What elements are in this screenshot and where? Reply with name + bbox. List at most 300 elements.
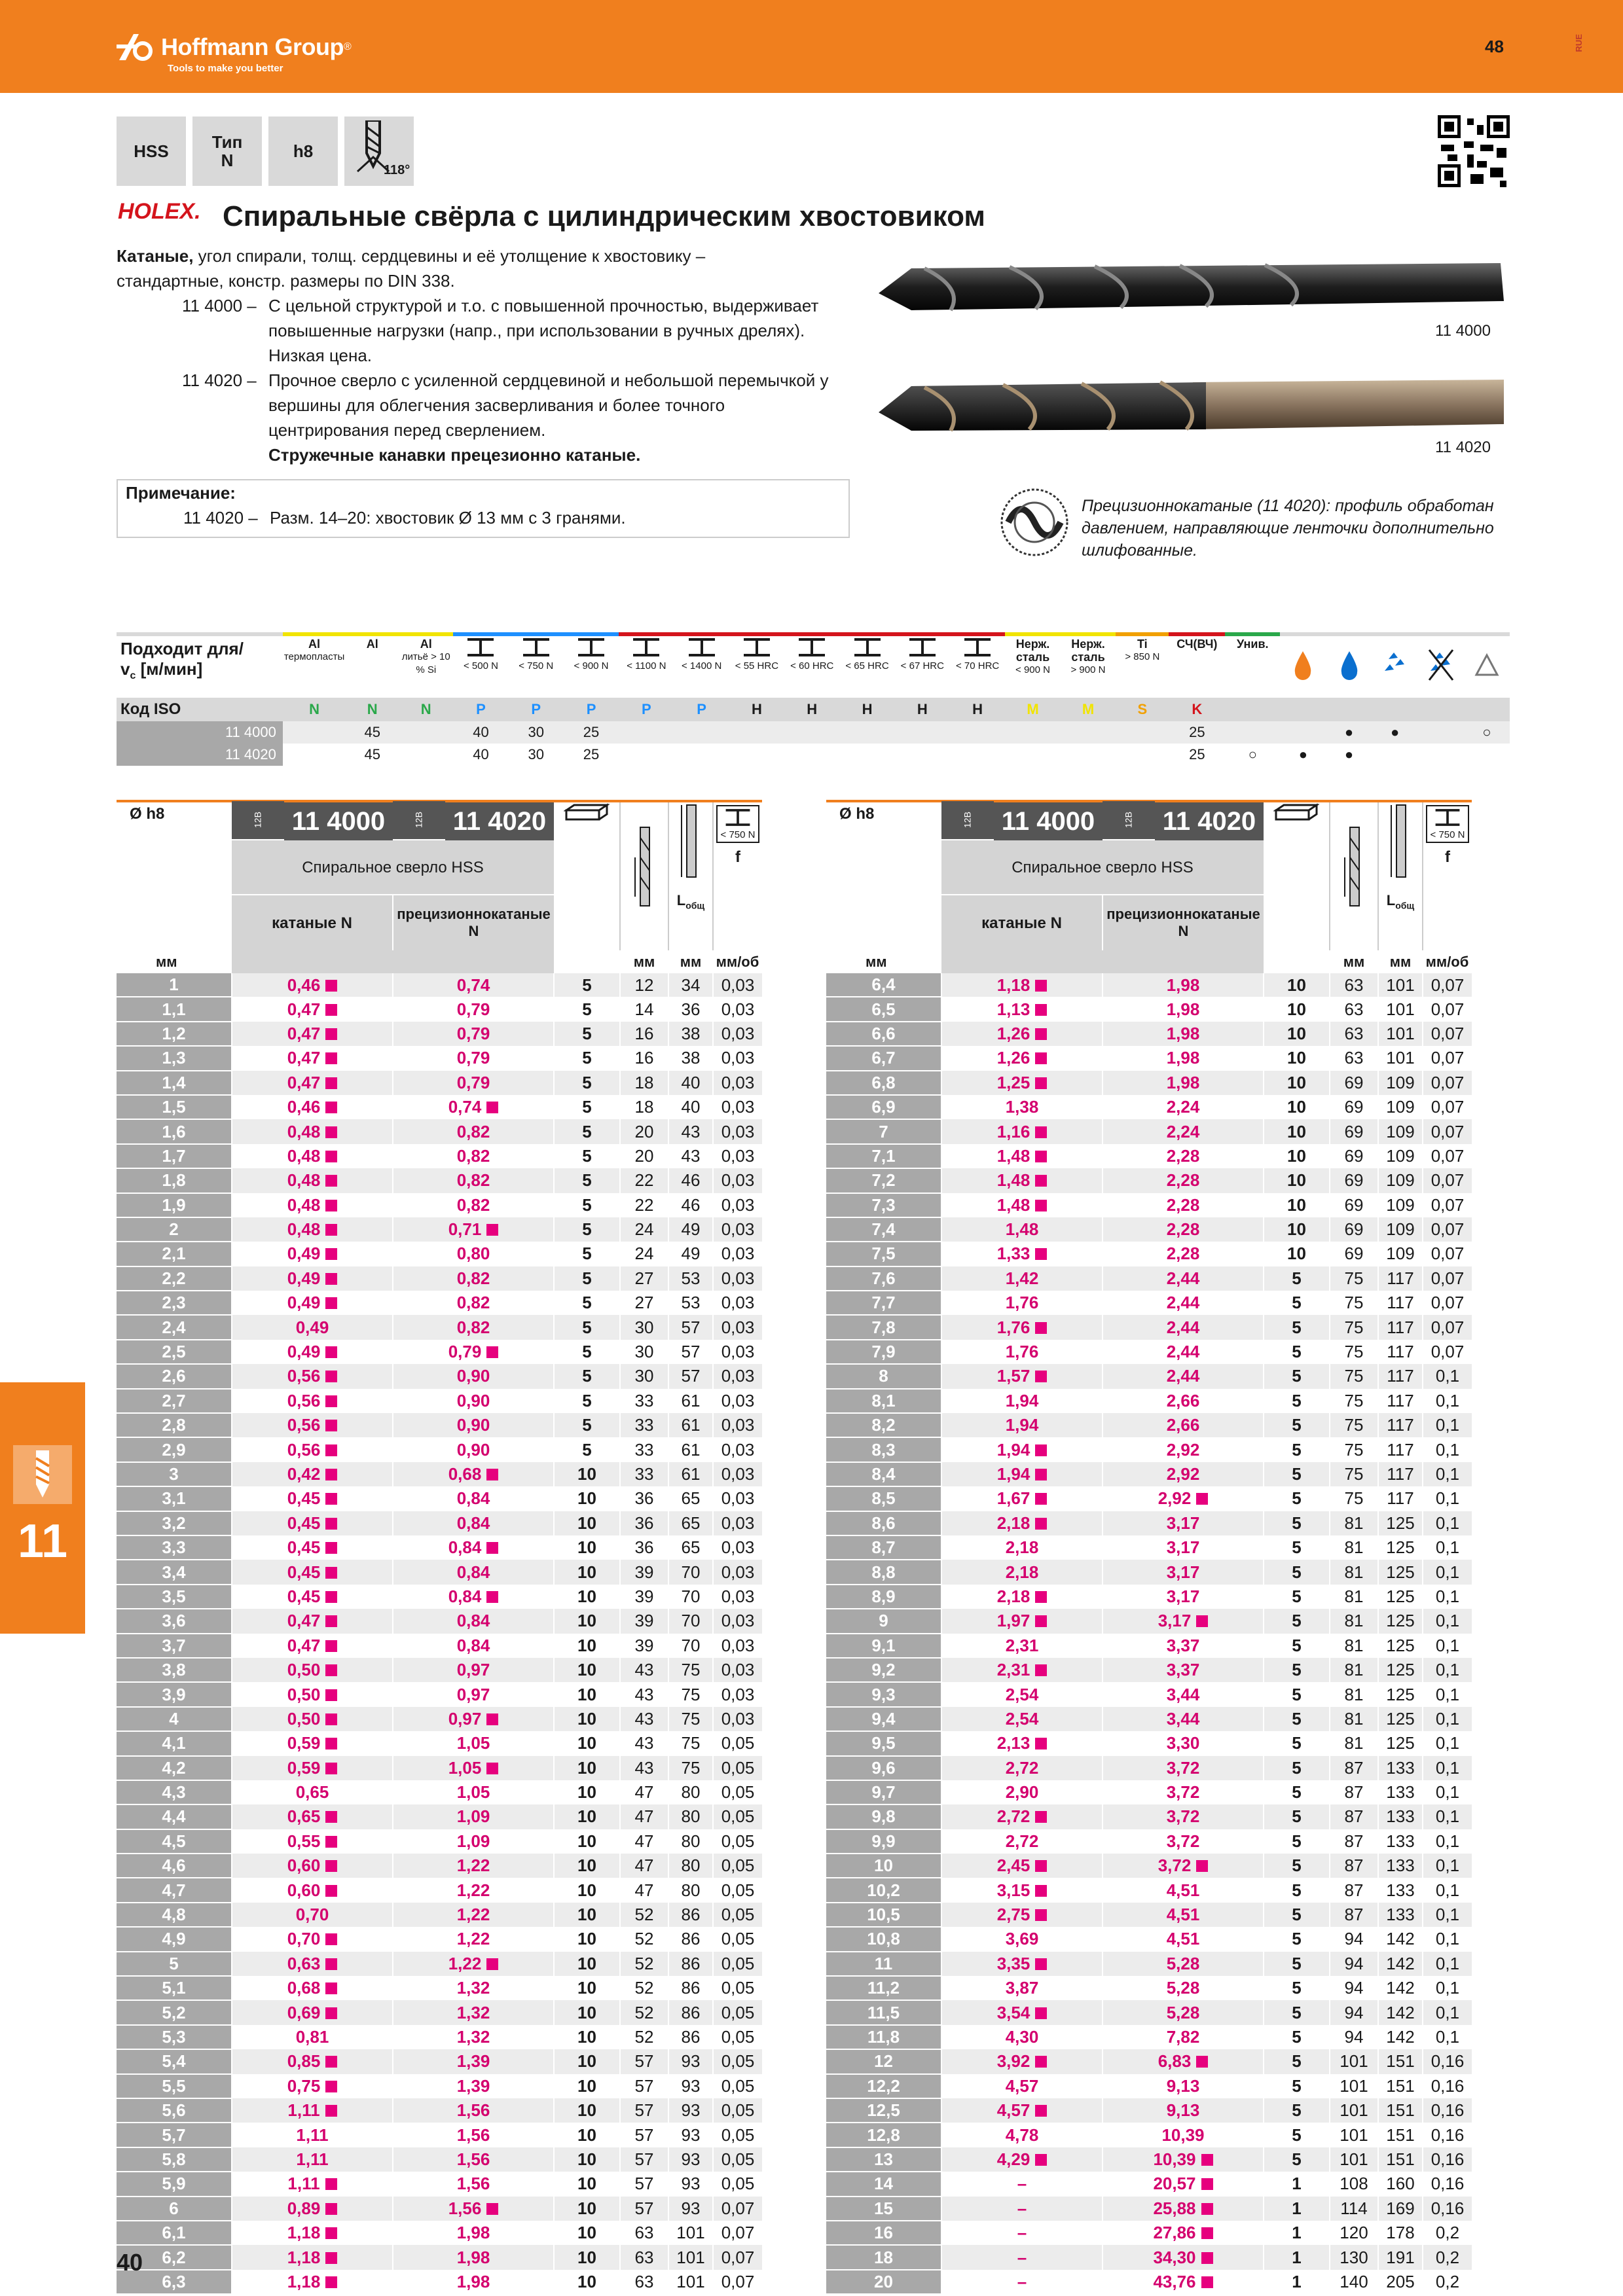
price-rolled-cell [232,1609,393,1633]
pack-qty: 5 [1264,2074,1330,2098]
price-precision-cell [393,2270,554,2294]
price-rolled: 2,75 [996,1905,1030,1925]
price-rolled-cell [232,1780,393,1804]
pack-qty: 5 [1264,1829,1330,1854]
material-col-9 [784,634,839,698]
feed: 0,05 [713,2049,762,2073]
table-row [117,1217,762,1242]
feed: 0,05 [713,2123,762,2147]
table-row [117,2172,762,2196]
cut-length: 94 [1330,1927,1378,1951]
total-length: 151 [1378,2074,1423,2098]
iso-blank [1418,698,1464,721]
app-value [950,721,1005,744]
diameter-cell: 1,6 [117,1119,232,1143]
price-precision: 10,39 [1153,2149,1196,2169]
feed: 0,05 [713,1878,762,1902]
price-precision: 10,39 [1161,2125,1205,2145]
material-spec: > 850 N [1125,651,1160,662]
table-row [826,1829,1472,1854]
price-precision: 0,97 [448,1708,482,1729]
table-row [117,1364,762,1388]
total-length: 46 [668,1168,713,1193]
total-length: 61 [668,1389,713,1413]
app-value [729,744,784,766]
price-precision: 20,57 [1153,2174,1196,2194]
table-row [117,1535,762,1560]
total-length-icon [678,802,704,888]
price-precision-cell [1103,2197,1264,2221]
blank [826,895,941,950]
feed: 0,07 [1423,1291,1472,1315]
price-precision: 3,72 [1166,1806,1200,1827]
subtitle: Спиральное сверло HSS [941,840,1264,895]
diameter-cell: 12,8 [826,2123,941,2147]
diameter-cell: 5,6 [117,2098,232,2123]
price-precision-cell [1103,1903,1264,1927]
cut-length: 114 [1330,2197,1378,2221]
diameter-cell: 6,9 [826,1095,941,1119]
feed-col [713,801,762,950]
price-rolled-cell [232,1046,393,1070]
pack-qty: 5 [1264,1486,1330,1511]
cut-length: 52 [620,1952,668,1976]
price-rolled-cell [232,1903,393,1927]
pack-qty: 10 [554,1707,620,1731]
price-precision-cell [393,1168,554,1193]
chapter-tab[interactable] [0,1382,85,1634]
price-rolled: 1,18 [287,2247,321,2267]
diameter-cell: 20 [826,2270,941,2294]
app-row [117,744,1510,766]
price-precision-cell [1103,1658,1264,1682]
pack-qty: 5 [1264,2123,1330,2147]
diameter-cell: 8 [826,1364,941,1388]
diameter-cell: 9,9 [826,1829,941,1854]
stock-marker [325,1028,337,1040]
table-row [117,1144,762,1168]
total-length: 93 [668,2123,713,2147]
feed: 0,05 [713,2147,762,2172]
cut-length: 57 [620,2098,668,2123]
cut-length: 20 [620,1119,668,1143]
price-precision-cell [393,2000,554,2024]
material-spec: < 900 N [574,660,609,672]
feed: 0,1 [1423,2000,1472,2024]
price-precision-cell [1103,1878,1264,1902]
price-rolled-cell [941,2172,1103,2196]
price-precision: 3,72 [1166,1782,1200,1803]
price-precision: 2,44 [1166,1293,1200,1313]
item-114020 [117,368,845,467]
price-rolled-cell [941,2049,1103,2073]
feed-f: f [1445,848,1450,866]
price-precision-cell [1103,1462,1264,1486]
cut-length: 63 [620,2221,668,2245]
total-length: 75 [668,1658,713,1682]
app-value [1116,744,1169,766]
cut-length: 39 [620,1560,668,1584]
total-length: 125 [1378,1511,1423,1535]
price-rolled-cell [941,2025,1103,2049]
feed: 0,16 [1423,2147,1472,2172]
table-row [826,1854,1472,1878]
price-rolled-cell [232,1242,393,1266]
table-row [826,2074,1472,2098]
price-rolled: 0,59 [287,1733,321,1753]
price-precision: 2,44 [1166,1366,1200,1386]
total-length: 160 [1378,2172,1423,2196]
feed: 0,03 [713,1242,762,1266]
table-row [117,1413,762,1437]
pack-qty: 10 [554,1927,620,1951]
material-col-11 [895,634,950,698]
stock-marker [325,1738,337,1749]
pack-qty: 5 [1264,1731,1330,1755]
app-value [895,721,950,744]
cut-length: 81 [1330,1707,1378,1731]
feed: 0,1 [1423,1976,1472,2000]
price-rolled: 0,69 [287,2002,321,2022]
feed: 0,03 [713,1462,762,1486]
total-length: 125 [1378,1731,1423,1755]
price-precision: 0,82 [456,1268,490,1288]
stock-marker [1035,2154,1047,2166]
qr-code-icon[interactable] [1438,115,1510,187]
price-precision-cell [393,1486,554,1511]
drill-chapter-icon [13,1445,72,1504]
pack-qty: 5 [554,1193,620,1217]
item-code: 11 4020 – [182,370,257,390]
table-row [826,2025,1472,2049]
note-code: 11 4020 – [183,508,258,528]
table-row [117,1511,762,1535]
price-rolled-cell [941,1340,1103,1364]
diameter-cell: 2,9 [117,1437,232,1462]
table-row [826,1266,1472,1291]
price-rolled-cell [232,997,393,1021]
price-precision: 1,98 [1166,1072,1200,1092]
price-rolled-cell [941,2000,1103,2024]
table-row [117,2000,762,2024]
total-length: 125 [1378,1560,1423,1584]
price-rolled-cell [232,1829,393,1854]
price-rolled-cell [232,1217,393,1242]
price-precision: 0,84 [456,1488,490,1509]
material-col-13 [1005,634,1060,698]
cut-length: 36 [620,1511,668,1535]
cut-length: 16 [620,1046,668,1070]
price-rolled: 4,57 [1005,2075,1039,2096]
feed: 0,07 [1423,1340,1472,1364]
price-rolled: 2,72 [996,1806,1030,1827]
stock-marker [325,1591,337,1603]
price-rolled-cell [941,1511,1103,1535]
pack-qty: 5 [554,1168,620,1193]
price-precision: 0,80 [456,1244,490,1264]
stock-marker [1201,2203,1213,2215]
app-cooling-mark [1372,744,1418,766]
cut-length: 63 [1330,997,1378,1021]
feed: 0,16 [1423,2049,1472,2073]
diameter-cell: 1,8 [117,1168,232,1193]
feed: 0,03 [713,1315,762,1339]
price-precision-cell [393,1413,554,1437]
stock-marker [1035,980,1047,992]
cut-length: 52 [620,2000,668,2024]
cut-length: 101 [1330,2074,1378,2098]
cut-length: 33 [620,1413,668,1437]
iso-code: H [950,698,1005,721]
feed: 0,16 [1423,2098,1472,2123]
cut-length: 94 [1330,1976,1378,2000]
table-row [117,1340,762,1364]
app-value: 45 [346,721,399,744]
table-row [117,1609,762,1633]
total-length: 142 [1378,1976,1423,2000]
feed-box [716,805,759,843]
material-col-12 [950,634,1005,698]
diameter-cell: 7,9 [826,1340,941,1364]
cut-length: 16 [620,1022,668,1046]
price-precision: 3,72 [1166,1757,1200,1778]
cut-length: 75 [1330,1389,1378,1413]
price-rolled: 1,48 [996,1194,1030,1215]
cut-length: 39 [620,1634,668,1658]
pack-qty: 5 [1264,1878,1330,1902]
pack-qty: 10 [1264,1046,1330,1070]
table-row [826,1046,1472,1070]
cut-length: 18 [620,1095,668,1119]
price-precision-cell [1103,1560,1264,1584]
price-rolled-cell [232,1756,393,1780]
price-precision-cell [393,997,554,1021]
feed: 0,2 [1423,2245,1472,2269]
price-precision-cell [1103,997,1264,1021]
feed: 0,07 [713,2270,762,2294]
cut-length: 52 [620,2025,668,2049]
cut-length: 63 [620,2245,668,2269]
total-length: 75 [668,1756,713,1780]
app-value [1116,721,1169,744]
pack-qty: 10 [1264,1217,1330,1242]
price-precision: 3,44 [1166,1708,1200,1729]
cut-length: 81 [1330,1585,1378,1609]
article-prefix: 12B [1103,801,1155,840]
diameter-cell: 2,4 [117,1315,232,1339]
total-length: 80 [668,1854,713,1878]
total-length: 133 [1378,1854,1423,1878]
price-precision: 2,24 [1166,1097,1200,1117]
price-rolled: 0,49 [287,1244,321,1264]
price-precision: 1,32 [456,2026,490,2047]
price-precision-cell [1103,1242,1264,1266]
cooling-emulsion-col [1326,634,1372,698]
material-name: Al [308,637,321,651]
price-precision: 1,56 [456,2174,490,2194]
price-rolled: 0,45 [287,1488,321,1509]
feed: 0,07 [1423,973,1472,997]
stock-marker [325,980,337,992]
price-precision: 6,83 [1158,2051,1192,2072]
pack-qty: 1 [1264,2172,1330,2196]
diameter-cell: 5,9 [117,2172,232,2196]
feed: 0,03 [713,1046,762,1070]
app-value [784,721,839,744]
blank [117,895,232,950]
table-row [826,1168,1472,1193]
price-precision-cell [393,2221,554,2245]
table-row [826,1535,1472,1560]
cut-length: 75 [1330,1291,1378,1315]
price-precision-cell [393,1829,554,1854]
table-row [826,1560,1472,1584]
total-length: 93 [668,2049,713,2073]
diameter-cell: 9,8 [826,1804,941,1829]
stock-marker [1201,2227,1213,2239]
material-col-1 [346,634,399,698]
price-precision-cell [1103,1535,1264,1560]
stock-marker [486,2203,498,2215]
stock-marker [325,1713,337,1725]
cut-length: 81 [1330,1682,1378,1706]
badge-text: HSS [134,141,169,161]
price-precision-cell [1103,1168,1264,1193]
price-precision: 0,90 [456,1439,490,1460]
pack-qty: 5 [554,1364,620,1388]
price-rolled-cell [232,1927,393,1951]
feed: 0,1 [1423,1854,1472,1878]
feed: 0,03 [713,1266,762,1291]
price-rolled-cell [232,1634,393,1658]
price-precision: 0,82 [456,1194,490,1215]
price-precision-cell [1103,973,1264,997]
price-precision-cell [393,1707,554,1731]
app-value: 45 [346,744,399,766]
price-rolled-cell [232,1119,393,1143]
feed: 0,03 [713,1707,762,1731]
price-precision-cell [1103,1756,1264,1780]
brand-logo[interactable] [117,27,352,67]
feed-f: f [735,848,740,866]
total-length: 109 [1378,1119,1423,1143]
table-row [826,1413,1472,1437]
diameter-cell: 7,1 [826,1144,941,1168]
pack-qty: 10 [554,2049,620,2073]
article-prefix: 12B [232,801,284,840]
cut-length: 94 [1330,2025,1378,2049]
price-rolled-cell [232,973,393,997]
feed: 0,07 [1423,1022,1472,1046]
diameter-cell: 7 [826,1119,941,1143]
price-precision: 1,22 [456,1929,490,1949]
cut-length: 33 [620,1437,668,1462]
item-text: С цельной структурой и т.о. с повышенной прочностью, выдерживает повышенные нагрузки (напр., при использовании в ручных дрелях). Низкая цена. [268,296,819,365]
stock-marker [325,2276,337,2288]
price-rolled: 0,89 [287,2198,321,2218]
price-precision: 1,22 [456,1905,490,1925]
price-rolled-cell [941,1046,1103,1070]
cut-length: 43 [620,1707,668,1731]
total-length: 70 [668,1585,713,1609]
app-value [839,744,894,766]
app-value [283,721,346,744]
iso-code [1225,698,1280,721]
diameter-cell: 11,2 [826,1976,941,2000]
price-precision-cell [1103,1780,1264,1804]
table-row [117,1854,762,1878]
steel-beam-icon [723,808,753,827]
diameter-cell: 5,4 [117,2049,232,2073]
price-rolled-cell [232,1952,393,1976]
total-length: 133 [1378,1780,1423,1804]
table-row [117,973,762,997]
stock-marker [486,1713,498,1725]
price-rolled-cell [941,2245,1103,2269]
pack-qty: 5 [554,1046,620,1070]
price-precision: 0,82 [456,1317,490,1337]
total-length: 36 [668,997,713,1021]
total-length: 117 [1378,1413,1423,1437]
price-rolled: 2,54 [1005,1708,1039,1729]
price-precision-cell [393,1927,554,1951]
price-precision-cell [1103,1437,1264,1462]
total-length: 101 [1378,1046,1423,1070]
price-precision: 0,84 [456,1562,490,1582]
material-col-7 [674,634,729,698]
table-row [826,2147,1472,2172]
price-precision-cell [393,1585,554,1609]
stock-marker [486,1102,498,1113]
feed: 0,1 [1423,1634,1472,1658]
price-rolled-cell [232,1291,393,1315]
feed: 0,1 [1423,1780,1472,1804]
stock-marker [1201,2252,1213,2264]
feed: 0,07 [1423,1315,1472,1339]
diameter-cell: 6 [117,2197,232,2221]
steel-beam-icon [630,637,663,657]
pack-qty: 10 [554,1634,620,1658]
price-precision: 2,44 [1166,1268,1200,1288]
price-precision-cell [1103,1095,1264,1119]
table-row [117,1829,762,1854]
pack-qty: 10 [1264,1071,1330,1095]
price-rolled-cell [232,2049,393,2073]
pack-qty: 5 [1264,1413,1330,1437]
cut-length: 47 [620,1829,668,1854]
feed: 0,1 [1423,1364,1472,1388]
app-value [619,744,674,766]
price-rolled-cell [232,2270,393,2294]
pack-qty: 5 [1264,1511,1330,1535]
table-row [117,2197,762,2221]
price-rolled-cell [232,1437,393,1462]
price-rolled-cell [232,2221,393,2245]
feed: 0,05 [713,2025,762,2049]
feed: 0,05 [713,1731,762,1755]
stock-marker [325,1175,337,1187]
material-spec: < 1100 N [627,660,666,672]
diameter-cell: 9,6 [826,1756,941,1780]
feed: 0,07 [1423,1095,1472,1119]
material-col-0 [283,634,346,698]
price-precision-cell [1103,1707,1264,1731]
diameter-cell: 1,2 [117,1022,232,1046]
total-length: 101 [668,2270,713,2294]
material-col-10 [839,634,894,698]
total-length: 53 [668,1291,713,1315]
pack-qty: 10 [554,1658,620,1682]
